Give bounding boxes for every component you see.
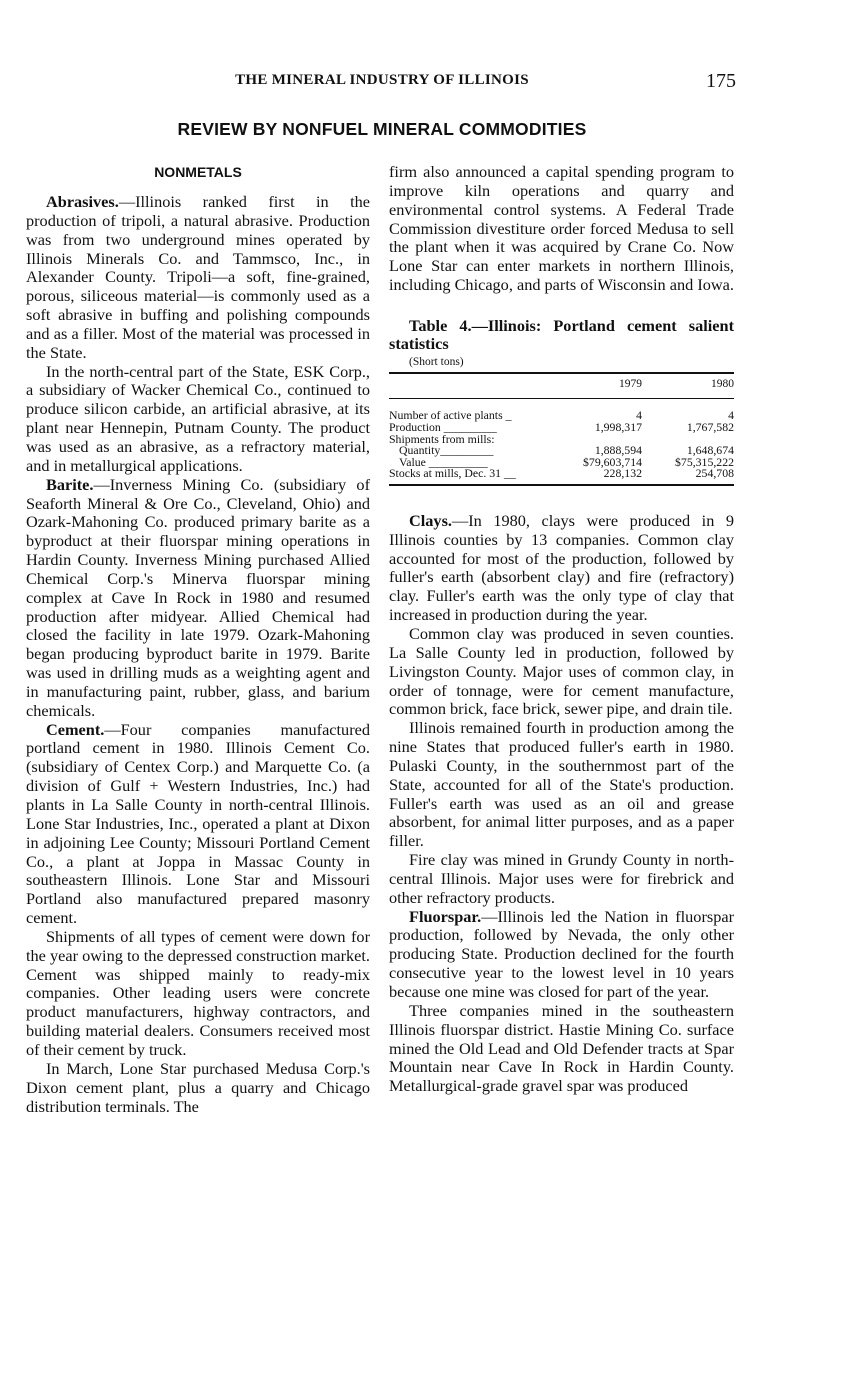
abrasives-paragraph-2: In the north-central part of the State, ESK Corp., a subsidiary of Wacker Chemical Co., continued to produce silicon carbide, an artificial abrasive, at its plant near Hennepin, Putnam County. The product was used as an abrasive, as a refractory material, and in metallurgical applications. (26, 361, 370, 475)
row-label: Stocks at mills, Dec. 31 __ (389, 468, 552, 485)
left-column (26, 163, 370, 1116)
running-title: THE MINERAL INDUSTRY OF ILLINOIS (235, 72, 529, 88)
barite-lead: Barite. (46, 474, 94, 494)
cement-paragraph-2: Shipments of all types of cement were down for the year owing to the depressed construction market. Cement was shipped mainly to ready-mix companies. Other leading users were concrete product manufacturers, highway contractors, and building material dealers. Consumers received most of their cement by truck. (26, 926, 370, 1059)
fluorspar-text: —Illinois led the Nation in fluorspar production, followed by Nevada, the only other producing State. Production declined for the fourth consecutive year to the lowest level in 10 years because one mine was closed for part of the year. (389, 906, 734, 1001)
running-head (0, 70, 854, 94)
row-value-1980: 1,648,674 (686, 443, 734, 458)
abrasives-paragraph (26, 193, 370, 363)
continuation-paragraph: firm also announced a capital spending program to improve kiln operations and quarry and environmental control systems. A Federal Trade Commission divestiture order forced Medusa to sell the plant when it was acquired by Crane Co. Now Lone Star can enter markets in northern Illinois, including Chicago, and parts of Wisconsin and Iowa. (389, 162, 734, 295)
abrasives-text: —Illinois ranked first in the production of tripoli, a natural abrasive. Production was from two underground mines operated by Illinois Minerals Co. and Tammsco, Inc., in Alexander County. Tripoli—a soft, fine-grained, porous, siliceous material—is commonly used as a soft abrasive in buffing and polishing compounds and as a filler. Most of the material was processed in the State. (26, 192, 370, 362)
page-number: 175 (706, 70, 736, 92)
row-value-1980: 4 (728, 408, 734, 423)
row-value-1980: 1,767,582 (686, 419, 734, 434)
fluorspar-paragraph-2: Three companies mined in the southeastern Illinois fluorspar district. Hastie Mining Co. surface mined the Old Lead and Old Defender tracts at Spar Mountain near Cave In Rock in Hardin County. Metallurgical-grade gravel spar was produced (389, 1000, 734, 1096)
table-units: (Short tons) (409, 355, 464, 368)
header-1979: 1979 (552, 373, 642, 399)
table-row (389, 399, 734, 422)
table-row (389, 468, 734, 485)
clays-paragraph-2: Common clay was produced in seven counties. La Salle County led in production, followed by Livingston County. Major uses of common clay, in order of tonnage, were for cement manufacture, common brick, face brick, sewer pipe, and drain tile. (389, 623, 734, 719)
barite-paragraph (26, 476, 370, 721)
clays-lead: Clays. (409, 510, 452, 530)
table-header-row (389, 373, 734, 399)
cement-paragraph (26, 721, 370, 928)
row-value-1979: $79,603,714 (583, 454, 642, 469)
clays-paragraph (389, 512, 734, 625)
barite-text: —Inverness Mining Co. (subsidiary of Seaforth Mineral & Ore Co., Cleveland, Ohio) and Ozark-Mahoning Co. produced primary barite as a byproduct at their fluorspar mining operations in Hardin County. Inverness Mining purchased Allied Chemical Corp.'s Minerva fluorspar mining complex at Cave In Rock in 1980 and resumed production after midyear. Allied Chemical had closed the facility in late 1979. Ozark-Mahoning began producing byproduct barite in 1979. Barite was used in drilling muds as a weighting agent and in manufacturing paint, rubber, glass, and barium chemicals. (26, 474, 370, 720)
stats-table (389, 372, 734, 486)
row-label: Shipments from mills: (389, 431, 495, 446)
clays-paragraph-3: Illinois remained fourth in production among the nine States that produced fuller's earth in 1980. Pulaski County, in the southernmost part of the State, accounted for all of the State's production. Fuller's earth was used as an oil and grease absorbent, for animal litter purposes, and as a paper filler. (389, 718, 734, 851)
row-label: Number of active plants _ (389, 408, 512, 423)
row-value-1979: 228,132 (552, 468, 642, 485)
row-value-1980: 254,708 (642, 468, 734, 485)
table-title: Table 4.—Illinois: Portland cement salient statistics (389, 315, 734, 353)
row-label: Production _________ (389, 419, 497, 434)
header-blank (389, 373, 552, 399)
nonmetals-subheading: NONMETALS (154, 164, 242, 180)
section-title: REVIEW BY NONFUEL MINERAL COMMODITIES (177, 119, 587, 139)
cement-text: —Four companies manufactured portland cement in 1980. Illinois Cement Co. (subsidiary of Centex Corp.) and Marquette Co. (a division of Gulf + Western Industries, Inc.) had plants in La Salle County in north-central Illinois. Lone Star Industries, Inc., operated a plant at Dixon in adjoining Lee County; Missouri Portland Cement Co., a plant at Joppa in Massac County in southeastern Illinois. Lone Star and Missouri Portland also manufactured prepared masonry cement. (26, 719, 370, 928)
clays-text: —In 1980, clays were produced in 9 Illinois counties by 13 companies. Common clay accounted for most of the production, followed by fuller's earth (absorbent clay) and fire (refractory) clay. Fuller's earth was the only type of clay that increased in production during the year. (389, 510, 734, 625)
clays-paragraph-4: Fire clay was mined in Grundy County in north-central Illinois. Major uses were for firebrick and other refractory products. (389, 850, 734, 907)
fluorspar-paragraph (389, 908, 734, 1002)
cement-lead: Cement. (46, 719, 105, 739)
row-value-1979: 1,998,317 (594, 419, 642, 434)
cement-paragraph-3: In March, Lone Star purchased Medusa Corp.'s Dixon cement plant, plus a quarry and Chicago distribution terminals. The (26, 1058, 370, 1116)
header-1980: 1980 (642, 373, 734, 399)
abrasives-lead: Abrasives. (46, 192, 119, 211)
row-label: Quantity_________ (399, 443, 494, 458)
right-column (389, 163, 734, 1096)
row-value-1979: 1,888,594 (594, 443, 642, 458)
fluorspar-lead: Fluorspar. (409, 906, 482, 926)
row-value-1980: $75,315,222 (675, 454, 734, 469)
cement-statistics-table (389, 317, 734, 486)
row-value-1979: 4 (636, 408, 642, 423)
row-label: Value __________ (399, 454, 488, 469)
